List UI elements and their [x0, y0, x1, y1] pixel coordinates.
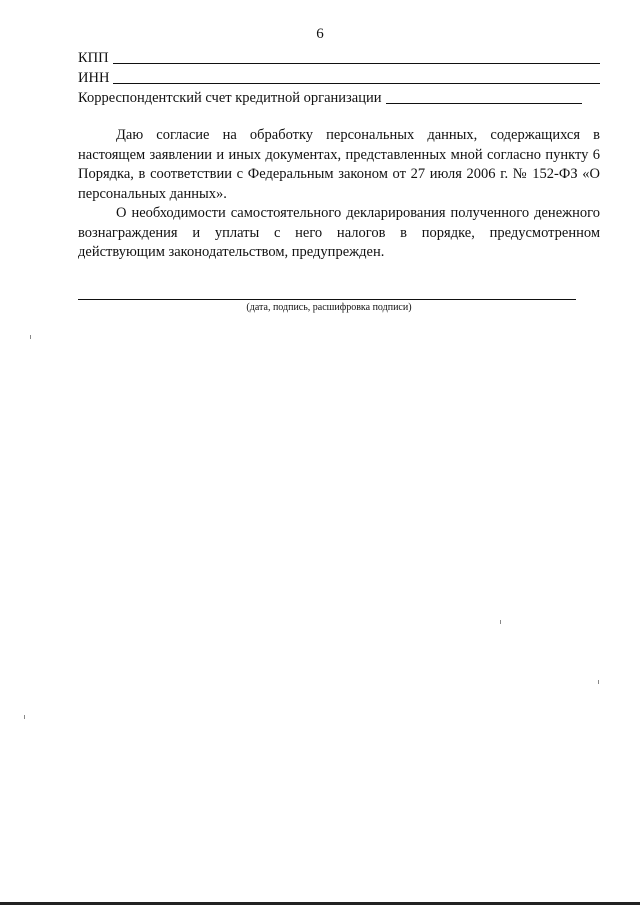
correspondent-account-field: [78, 89, 596, 107]
page-number: 6: [316, 26, 324, 42]
tax-notice-paragraph: О необходимости самостоятельного декларирования полученного денежного вознаграждения и уплаты с него налогов в порядке, предусмотренном действующим законодательством, предупрежден.: [78, 205, 600, 260]
scan-speck: [500, 620, 501, 624]
consent-paragraph: Даю согласие на обработку персональных данных, содержащихся в настоящем заявлении и иных документах, представленных мной согласно пункту 6 Порядка, в соответствии с Федеральным законом от 27 июля 2006 г. № 152-ФЗ «О персональных данных».: [78, 127, 600, 202]
correspondent-account-blank-line: [386, 89, 582, 104]
inn-field: [78, 69, 600, 87]
kpp-label: КПП: [78, 50, 109, 66]
scan-speck: [598, 680, 599, 684]
signature-caption: (дата, подпись, расшифровка подписи): [246, 302, 412, 313]
consent-text: [78, 126, 600, 263]
correspondent-account-label: Корреспондентский счет кредитной организации: [78, 90, 382, 106]
inn-label: ИНН: [78, 70, 110, 86]
inn-blank-line: [113, 69, 600, 84]
scan-speck: [24, 715, 25, 719]
kpp-field: [78, 49, 600, 67]
scan-speck: [30, 335, 31, 339]
signature-line: [78, 299, 576, 300]
kpp-blank-line: [113, 49, 600, 64]
